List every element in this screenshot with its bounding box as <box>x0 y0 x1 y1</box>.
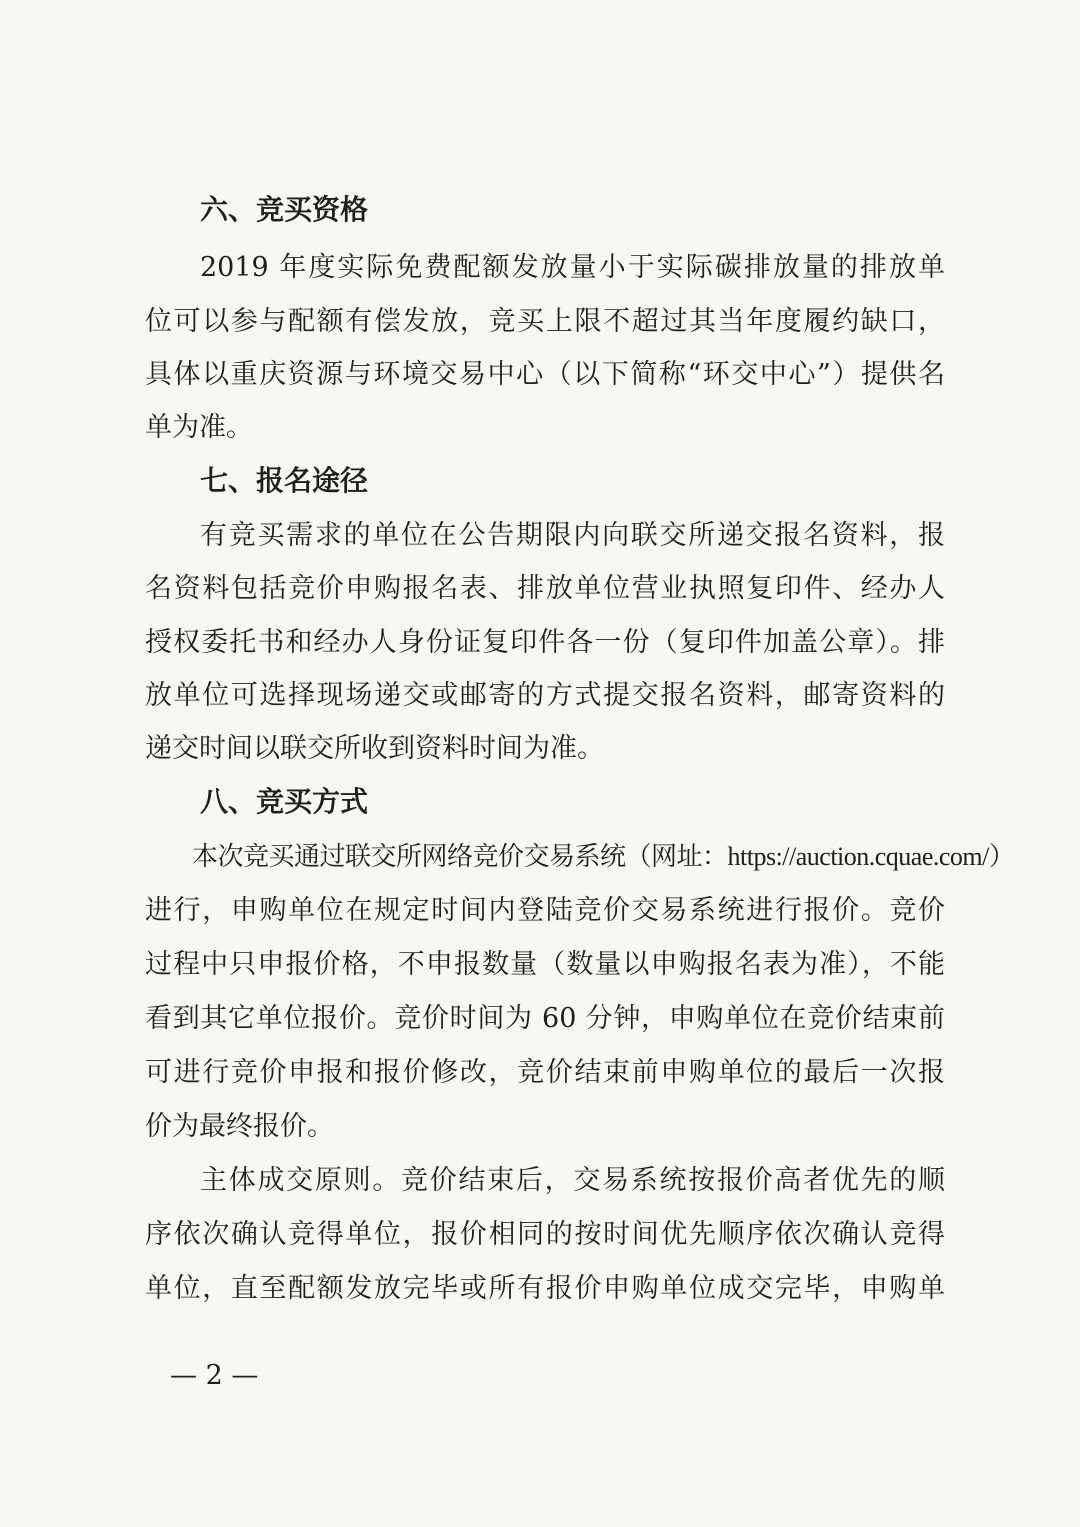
paragraph-line: 有竞买需求的单位在公告期限内向联交所递交报名资料，报 <box>200 520 945 551</box>
section-heading-8: 八、竞买方式 <box>200 785 369 818</box>
paragraph-line: 进行，申购单位在规定时间内登陆竞价交易系统进行报价。竞价 <box>145 895 945 926</box>
paragraph-line: 授权委托书和经办人身份证复印件各一份（复印件加盖公章）。排 <box>145 627 945 658</box>
paragraph-line: 价为最终报价。 <box>145 1111 334 1142</box>
paragraph-line: 看到其它单位报价。竞价时间为 60 分钟，申购单位在竞价结束前 <box>145 1003 945 1034</box>
paragraph-line: 具体以重庆资源与环境交易中心（以下简称“环交中心”）提供名 <box>145 359 945 390</box>
paragraph-line: 单位，直至配额发放完毕或所有报价申购单位成交完毕，申购单 <box>145 1273 945 1304</box>
paragraph-line: 2019 年度实际免费配额发放量小于实际碳排放量的排放单 <box>200 252 945 283</box>
paragraph-line: 序依次确认竞得单位，报价相同的按时间优先顺序依次确认竞得 <box>145 1219 945 1250</box>
section-heading-7: 七、报名途径 <box>200 464 369 497</box>
paragraph-line: 放单位可选择现场递交或邮寄的方式提交报名资料，邮寄资料的 <box>145 680 945 711</box>
paragraph-line: 递交时间以联交所收到资料时间为准。 <box>145 733 604 764</box>
paragraph-line-with-url: 本次竞买通过联交所网络竞价交易系统（网址：https://auction.cquae.com/） <box>192 842 1015 871</box>
paragraph-line: 过程中只申报价格，不申报数量（数量以申购报名表为准），不能 <box>145 949 945 980</box>
paragraph-line: 单为准。 <box>145 412 253 443</box>
section-heading-6: 六、竞买资格 <box>200 193 369 226</box>
page-number: — 2 — <box>170 1360 259 1391</box>
paragraph-line: 主体成交原则。竞价结束后，交易系统按报价高者优先的顺 <box>200 1165 945 1196</box>
paragraph-line: 可进行竞价申报和报价修改，竞价结束前申购单位的最后一次报 <box>145 1057 945 1088</box>
paragraph-line: 位可以参与配额有偿发放，竞买上限不超过其当年度履约缺口， <box>145 306 945 337</box>
paragraph-line: 名资料包括竞价申购报名表、排放单位营业执照复印件、经办人 <box>145 573 945 604</box>
